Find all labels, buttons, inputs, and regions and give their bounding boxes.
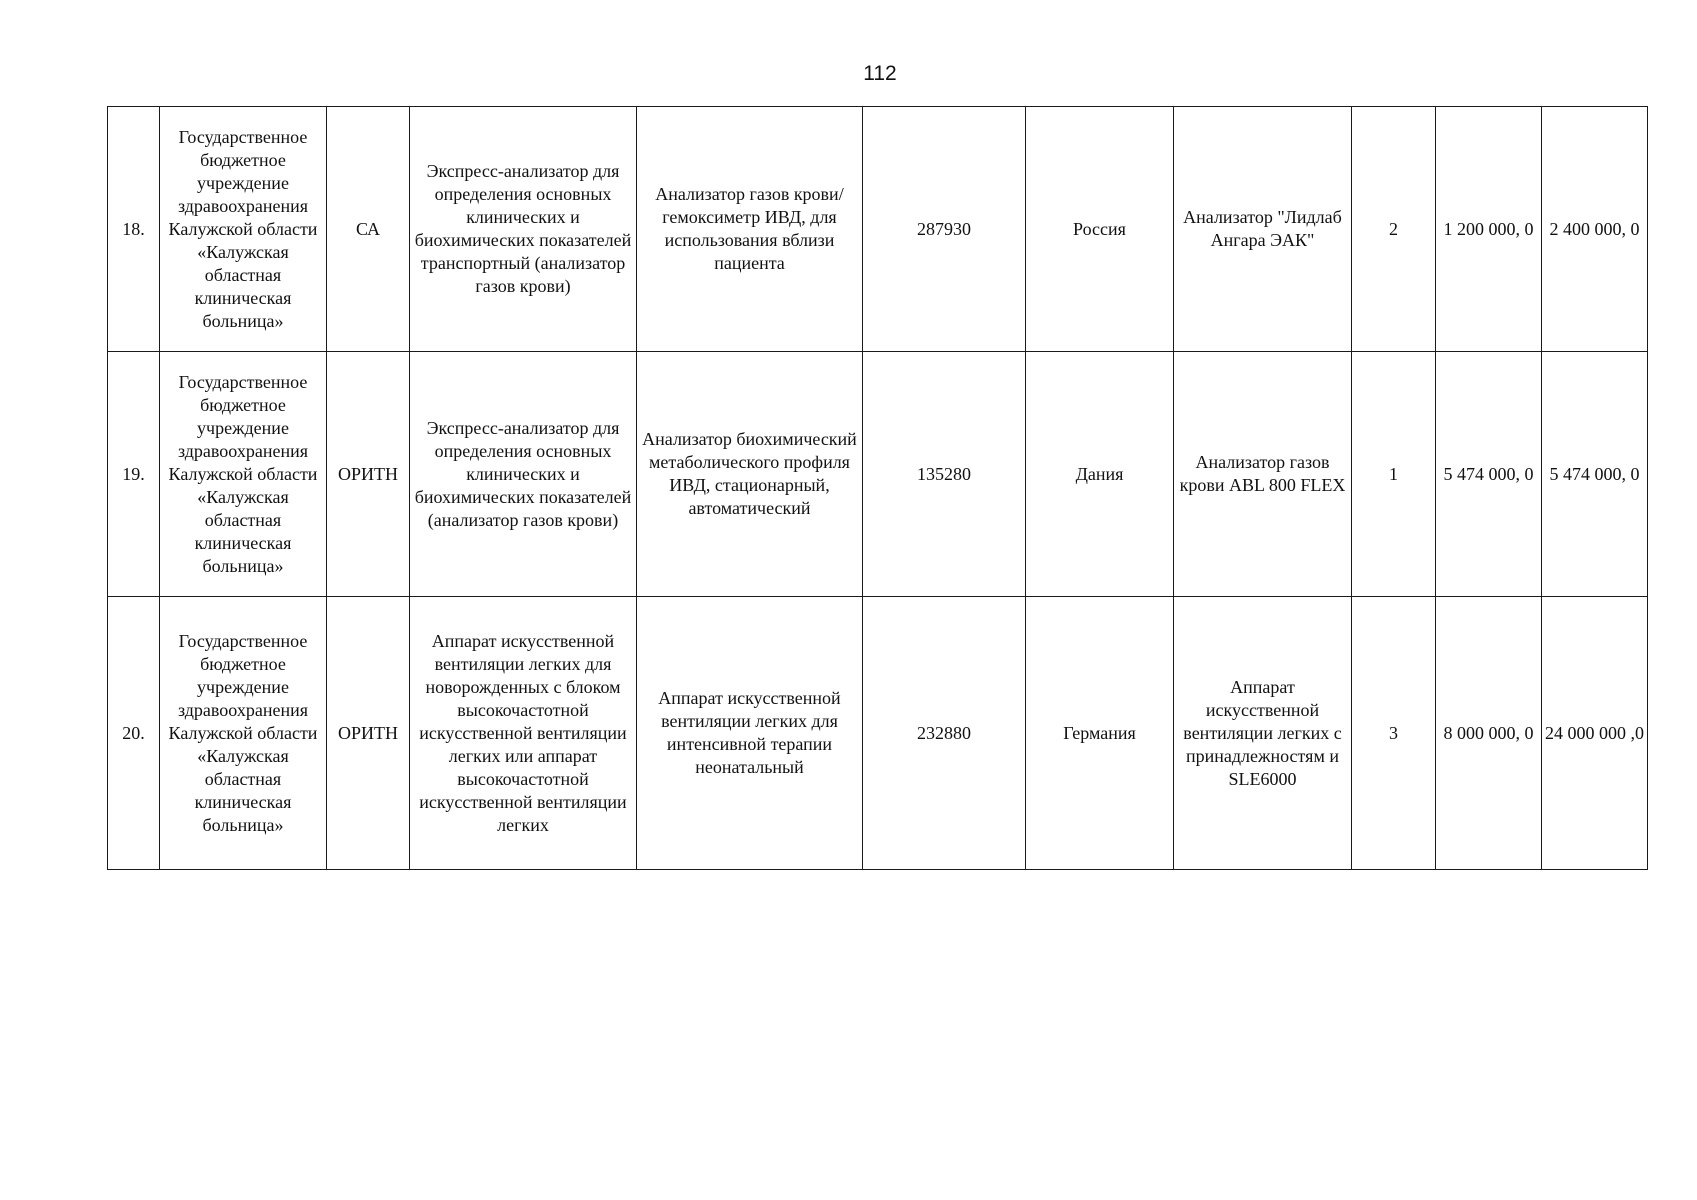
row-number: 18. (108, 107, 160, 352)
nomenclature-name: Анализатор биохимический метаболического профиля ИВД, стационарный, автоматический (637, 352, 863, 597)
country: Россия (1026, 107, 1174, 352)
equipment-name: Аппарат искусственной вентиляции легких для новорожденных с блоком высокочастотной искусственной вентиляции легких или аппарат высокочастотной искусственной вентиляции легких (410, 597, 637, 870)
table-row (108, 352, 1648, 597)
total-price: 2 400 000, 0 (1542, 107, 1648, 352)
unit-price: 8 000 000, 0 (1436, 597, 1542, 870)
model-name: Аппарат искусственной вентиляции легких с принадлежностям и SLE6000 (1174, 597, 1352, 870)
total-price: 5 474 000, 0 (1542, 352, 1648, 597)
department: ОРИТН (327, 352, 410, 597)
nomenclature-code: 135280 (863, 352, 1026, 597)
table-row (108, 597, 1648, 870)
table-row (108, 107, 1648, 352)
quantity: 3 (1352, 597, 1436, 870)
nomenclature-name: Анализатор газов крови/гемоксиметр ИВД, для использования вблизи пациента (637, 107, 863, 352)
equipment-name: Экспресс-анализатор для определения основных клинических и биохимических показателей (анализатор газов крови) (410, 352, 637, 597)
nomenclature-name: Аппарат искусственной вентиляции легких для интенсивной терапии неонатальный (637, 597, 863, 870)
quantity: 2 (1352, 107, 1436, 352)
model-name: Анализатор газов крови ABL 800 FLEX (1174, 352, 1352, 597)
unit-price: 5 474 000, 0 (1436, 352, 1542, 597)
institution-name: Государственное бюджетное учреждение здравоохранения Калужской области «Калужская областная клиническая больница» (160, 107, 327, 352)
department: СА (327, 107, 410, 352)
page-number: 112 (863, 62, 897, 85)
institution-name: Государственное бюджетное учреждение здравоохранения Калужской области «Калужская областная клиническая больница» (160, 597, 327, 870)
unit-price: 1 200 000, 0 (1436, 107, 1542, 352)
department: ОРИТН (327, 597, 410, 870)
country: Дания (1026, 352, 1174, 597)
equipment-table (107, 106, 1648, 870)
row-number: 20. (108, 597, 160, 870)
quantity: 1 (1352, 352, 1436, 597)
nomenclature-code: 232880 (863, 597, 1026, 870)
nomenclature-code: 287930 (863, 107, 1026, 352)
institution-name: Государственное бюджетное учреждение здравоохранения Калужской области «Калужская областная клиническая больница» (160, 352, 327, 597)
total-price: 24 000 000 ,0 (1542, 597, 1648, 870)
row-number: 19. (108, 352, 160, 597)
country: Германия (1026, 597, 1174, 870)
equipment-name: Экспресс-анализатор для определения основных клинических и биохимических показателей транспортный (анализатор газов крови) (410, 107, 637, 352)
model-name: Анализатор "Лидлаб Ангара ЭАК" (1174, 107, 1352, 352)
